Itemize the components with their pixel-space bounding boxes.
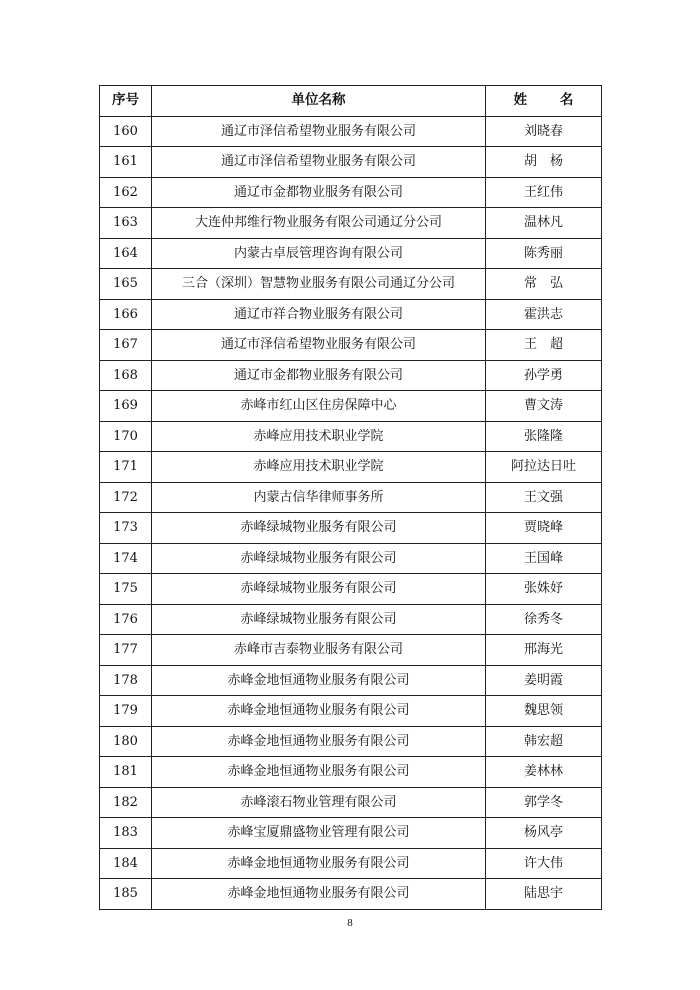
unit-name-cell: 赤峰市吉泰物业服务有限公司 (152, 635, 486, 666)
table-row (100, 269, 602, 300)
table-row (100, 116, 602, 147)
serial-number-cell: 179 (100, 696, 152, 727)
person-name-cell: 郭学冬 (486, 787, 602, 818)
unit-name-cell: 赤峰绿城物业服务有限公司 (152, 513, 486, 544)
table-row (100, 482, 602, 513)
table-row (100, 726, 602, 757)
person-name-cell: 王红伟 (486, 177, 602, 208)
unit-name-cell: 赤峰绿城物业服务有限公司 (152, 604, 486, 635)
serial-number-cell: 173 (100, 513, 152, 544)
unit-name-cell: 赤峰滚石物业管理有限公司 (152, 787, 486, 818)
page-number: 8 (347, 917, 353, 929)
person-name-cell: 韩宏超 (486, 726, 602, 757)
table-row (100, 147, 602, 178)
unit-name-cell: 赤峰绿城物业服务有限公司 (152, 574, 486, 605)
serial-number-cell: 167 (100, 330, 152, 361)
serial-number-cell: 175 (100, 574, 152, 605)
table-row (100, 299, 602, 330)
person-name-cell: 温林凡 (486, 208, 602, 239)
table-row (100, 208, 602, 239)
person-name-cell: 姜林林 (486, 757, 602, 788)
person-name-cell: 曹文涛 (486, 391, 602, 422)
table-row (100, 635, 602, 666)
table-row (100, 421, 602, 452)
serial-number-cell: 172 (100, 482, 152, 513)
person-name-cell: 霍洪志 (486, 299, 602, 330)
serial-number-cell: 180 (100, 726, 152, 757)
serial-number-cell: 164 (100, 238, 152, 269)
unit-name-cell: 赤峰金地恒通物业服务有限公司 (152, 726, 486, 757)
table-row (100, 604, 602, 635)
person-name-cell: 常 弘 (486, 269, 602, 300)
table-row (100, 513, 602, 544)
unit-name-cell: 赤峰金地恒通物业服务有限公司 (152, 848, 486, 879)
table-row (100, 879, 602, 910)
serial-number-cell: 169 (100, 391, 152, 422)
unit-name-cell: 通辽市泽信希望物业服务有限公司 (152, 116, 486, 147)
serial-number-cell: 177 (100, 635, 152, 666)
person-name-cell: 邢海光 (486, 635, 602, 666)
person-name-cell: 阿拉达日吐 (486, 452, 602, 483)
unit-name-cell: 赤峰市红山区住房保障中心 (152, 391, 486, 422)
unit-name-cell: 赤峰金地恒通物业服务有限公司 (152, 665, 486, 696)
serial-number-cell: 184 (100, 848, 152, 879)
serial-number-cell: 176 (100, 604, 152, 635)
unit-name-cell: 赤峰应用技术职业学院 (152, 421, 486, 452)
person-name-cell: 陈秀丽 (486, 238, 602, 269)
unit-name-cell: 三合（深圳）智慧物业服务有限公司通辽分公司 (152, 269, 486, 300)
table-row (100, 787, 602, 818)
roster-table (99, 85, 602, 910)
person-name-cell: 杨风亭 (486, 818, 602, 849)
unit-name-cell: 大连仲邦维行物业服务有限公司通辽分公司 (152, 208, 486, 239)
person-name-cell: 姜明霞 (486, 665, 602, 696)
unit-name-cell: 赤峰金地恒通物业服务有限公司 (152, 757, 486, 788)
header-serial-number: 序号 (100, 86, 152, 117)
serial-number-cell: 166 (100, 299, 152, 330)
serial-number-cell: 160 (100, 116, 152, 147)
serial-number-cell: 163 (100, 208, 152, 239)
person-name-cell: 孙学勇 (486, 360, 602, 391)
unit-name-cell: 通辽市泽信希望物业服务有限公司 (152, 330, 486, 361)
person-name-cell: 魏思领 (486, 696, 602, 727)
serial-number-cell: 165 (100, 269, 152, 300)
unit-name-cell: 赤峰绿城物业服务有限公司 (152, 543, 486, 574)
header-unit-name: 单位名称 (152, 86, 486, 117)
unit-name-cell: 通辽市泽信希望物业服务有限公司 (152, 147, 486, 178)
serial-number-cell: 178 (100, 665, 152, 696)
header-row (100, 86, 602, 117)
serial-number-cell: 168 (100, 360, 152, 391)
unit-name-cell: 内蒙古信华律师事务所 (152, 482, 486, 513)
serial-number-cell: 183 (100, 818, 152, 849)
serial-number-cell: 181 (100, 757, 152, 788)
table-row (100, 818, 602, 849)
header-person-name: 姓 名 (486, 86, 602, 117)
unit-name-cell: 赤峰应用技术职业学院 (152, 452, 486, 483)
person-name-cell: 王文强 (486, 482, 602, 513)
unit-name-cell: 通辽市金都物业服务有限公司 (152, 360, 486, 391)
table-row (100, 177, 602, 208)
table-row (100, 360, 602, 391)
serial-number-cell: 170 (100, 421, 152, 452)
person-name-cell: 陆思宇 (486, 879, 602, 910)
serial-number-cell: 182 (100, 787, 152, 818)
table-row (100, 757, 602, 788)
table-row (100, 238, 602, 269)
person-name-cell: 王国峰 (486, 543, 602, 574)
table-row (100, 574, 602, 605)
serial-number-cell: 171 (100, 452, 152, 483)
person-name-cell: 徐秀冬 (486, 604, 602, 635)
serial-number-cell: 185 (100, 879, 152, 910)
unit-name-cell: 赤峰金地恒通物业服务有限公司 (152, 696, 486, 727)
person-name-cell: 刘晓春 (486, 116, 602, 147)
table-body (100, 116, 602, 909)
table-row (100, 330, 602, 361)
unit-name-cell: 内蒙古卓辰管理咨询有限公司 (152, 238, 486, 269)
table-row (100, 452, 602, 483)
person-name-cell: 王 超 (486, 330, 602, 361)
unit-name-cell: 赤峰宝厦鼎盛物业管理有限公司 (152, 818, 486, 849)
unit-name-cell: 通辽市金都物业服务有限公司 (152, 177, 486, 208)
serial-number-cell: 161 (100, 147, 152, 178)
serial-number-cell: 174 (100, 543, 152, 574)
person-name-cell: 胡 杨 (486, 147, 602, 178)
person-name-cell: 张隆隆 (486, 421, 602, 452)
serial-number-cell: 162 (100, 177, 152, 208)
person-name-cell: 张姝妤 (486, 574, 602, 605)
table-row (100, 665, 602, 696)
table-row (100, 848, 602, 879)
unit-name-cell: 通辽市祥合物业服务有限公司 (152, 299, 486, 330)
unit-name-cell: 赤峰金地恒通物业服务有限公司 (152, 879, 486, 910)
person-name-cell: 贾晓峰 (486, 513, 602, 544)
person-name-cell: 许大伟 (486, 848, 602, 879)
table-row (100, 696, 602, 727)
table-row (100, 391, 602, 422)
table-row (100, 543, 602, 574)
